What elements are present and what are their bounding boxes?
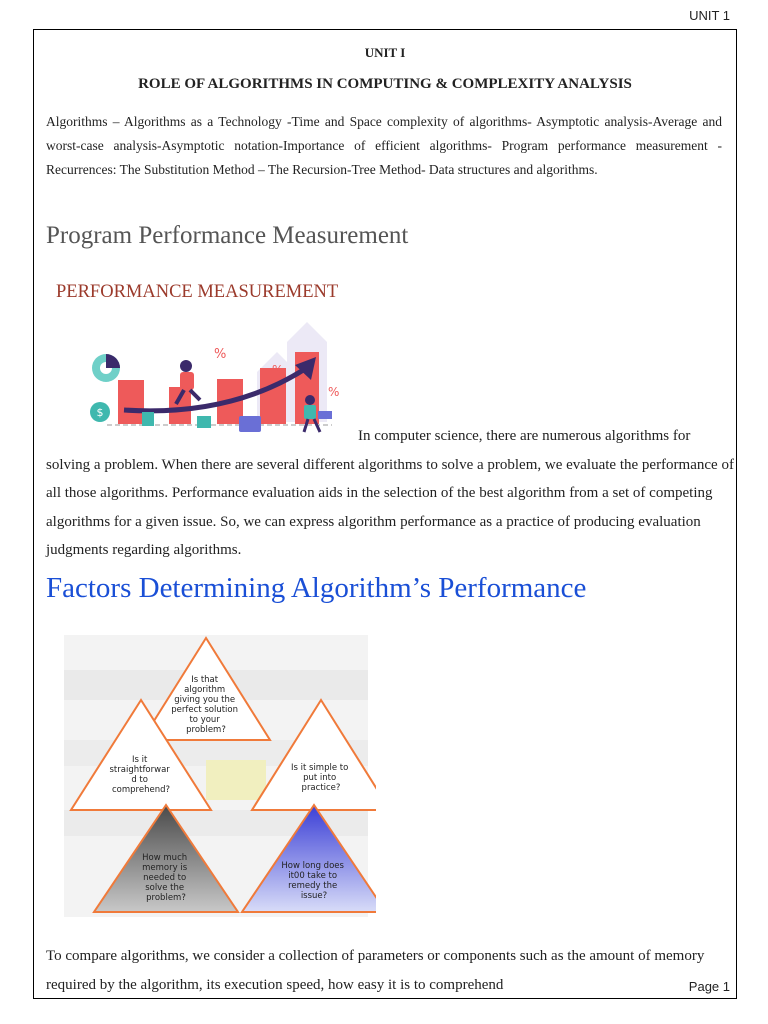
- chart-bar: [118, 380, 144, 424]
- factors-triangle-diagram: [56, 630, 376, 922]
- svg-text:Is that algorithm: Is that algorithm giving you the perfect solution to your problem?: [171, 675, 239, 735]
- svg-text:How long does it00 take: How long does it00 take to remedy the issue?: [281, 861, 344, 901]
- svg-text:Is it straightforwar: Is it straightforwar d to comprehend?: [109, 755, 170, 795]
- chapter-title: ROLE OF ALGORITHMS IN COMPUTING & COMPLEXITY ANALYSIS: [138, 76, 632, 92]
- running-header: UNIT 1: [689, 8, 730, 23]
- chart-bar: [169, 387, 191, 424]
- dollar-sign: $: [96, 406, 104, 419]
- figure-caption-performance-measurement: PERFORMANCE MEASUREMENT: [56, 282, 339, 302]
- percent-sign: %: [214, 347, 227, 362]
- page-number: Page 1: [688, 979, 730, 994]
- svg-text:How much memory is: How much memory is needed to solve the problem?: [142, 853, 188, 903]
- comparison-paragraph: To compare algorithms, we consider a collection of parameters or components such as the amount of memory required by the algorithm, its execution speed, how easy it is to comprehend: [46, 948, 705, 993]
- svg-text:Is it simple to put into: Is it simple to put into practice?: [290, 763, 349, 793]
- unit-title: UNIT I: [364, 45, 406, 60]
- section-heading-factors: Factors Determining Algorithm’s Performance: [46, 572, 587, 604]
- syllabus-paragraph: Algorithms – Algorithms as a Technology -Time and Space complexity of algorithms- Asymptotic analysis-Average and worst-case analysis-Asymptotic notation-Importance of efficient algorithms- Program performance measurement - Recurrences: The Substitution Method – The Recursion-Tree Method- Data structures and algorithms.: [46, 114, 722, 177]
- percent-sign: %: [272, 363, 284, 377]
- section-heading-program-performance: Program Performance Measurement: [46, 222, 409, 249]
- page-frame: [33, 29, 737, 999]
- performance-paragraph-text: In computer science, there are numerous algorithms for solving a problem. When there are several different algorithms to solve a problem, we evaluate the performance of all those algorithms. Performance evaluation aids in the selection of the best algorithm from a set of competing algorithms for a given issue. So, we can express algorithm performance as a practice of producing evaluation judgments regarding algorithms.: [46, 428, 734, 558]
- performance-paragraph: [46, 422, 736, 565]
- percent-sign: %: [328, 385, 340, 399]
